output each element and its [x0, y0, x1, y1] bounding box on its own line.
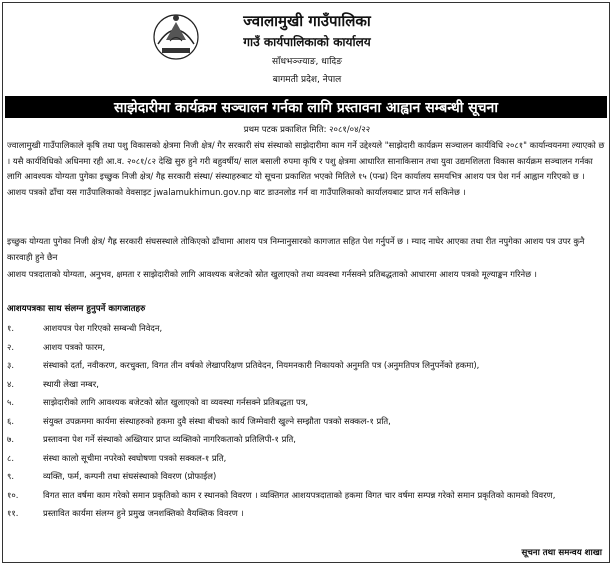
- list-item: १०. विगत सात वर्षमा काम गरेको समान प्रकृतिको काम र स्थानको विवरण । व्यक्तिगत आशयपत्रदाताको हकमा विगत चार वर्षमा सम्पन्न गरेको समान प्रकृतिको कामको विवरण,: [7, 489, 556, 500]
- list-item: ७. प्रस्तावना पेश गर्ने संस्थाको अख्तियार प्राप्त व्यक्तिको नागरिकताको प्रतिलिपी-१ प्रति,: [7, 434, 296, 444]
- list-item: ११. प्रस्तावित कार्यमा संलग्न हुने प्रमुख जनशक्तिको वैयक्तिक विवरण ।: [7, 508, 244, 518]
- publication-date: प्रथम पटक प्रकाशित मिति: २०८१/०४/२२: [243, 125, 371, 135]
- evaluation-paragraph: आशय पत्रदाताको योग्यता, अनुभव, क्षमता र साझेदारीको लागि आवश्यक बजेटको स्रोत खुलाएको तथा व्यवस्था गर्नसक्ने प्रतिबद्धताको आधारमा आशय पत्रको मूल्याङ्कन गरिनेछ ।: [7, 269, 537, 279]
- notice-title: साझेदारीमा कार्यक्रम सञ्चालन गर्नका लागि प्रस्तावना आह्वान सम्बन्धी सूचना: [5, 96, 607, 118]
- list-item: ६. संयुक्त उपक्रममा कार्यमा संस्थाहरुको हकमा दुवै संस्था बीचको कार्य जिम्मेवारी खुल्ने सम्झौता पत्रको सक्कल-१ प्रति,: [7, 415, 391, 426]
- documents-heading: आशयपत्रका साथ संलग्न हुनुपर्ने कागजातहरु: [7, 304, 146, 314]
- list-item: ३. संस्थाको दर्ता, नवीकरण, करचुक्ता, विगत तीन वर्षको लेखापरिक्षण प्रतिवेदन, नियमनकारी निकायको अनुमति पत्र (अनुमतिपत्र लिनुपर्नेको हकमा),: [7, 360, 480, 370]
- list-item: ४. स्थायी लेखा नम्बर,: [7, 378, 99, 389]
- list-item: १. आशयपत्र पेश गरिएको सम्बन्धी निवेदन,: [7, 323, 163, 333]
- list-item: ८. संस्था कालो सूचीमा नपरेको स्वघोषणा पत्रको सक्कल-१ प्रति,: [7, 452, 227, 463]
- office-name: गाउँ कार्यपालिकाको कार्यालय: [243, 35, 371, 49]
- municipality-name: ज्वालामुखी गाउँपालिका: [243, 12, 371, 30]
- list-item: ९. व्यक्ति, फर्म, कम्पनी तथा संघसंस्थाको विवरण (प्रोफाईल): [7, 471, 217, 481]
- office-location: साँधभञ्ज्याङ, धादिङ: [272, 57, 342, 67]
- list-item: ५. साझेदारीको लागि आवश्यक बजेटको स्रोत खुलाएको वा व्यवस्था गर्नसक्ने प्रतिबद्धता पत्र,: [7, 397, 309, 407]
- intro-paragraph: ज्वालामुखी गाउँपालिकाले कृषि तथा पशु विकासको क्षेत्रमा निजी क्षेत्र/ गैर सरकारी संघ संस्थाको साझेदारीमा काम गर्ने उद्देश्यले "साझेदारी कार्यक्रम सञ्चालन कार्यविधि २०८१" कार्यान्वयनमा ल्याएको छ । यसै कार्यविधिको अधिनमा रही आ.व. २०८१/८२ देखि सुरु हुने गरी बहुवर्षीय/ साल बसाली रुपमा कृषि र पशु क्षेत्रमा आधारित सानाकिसान तथा युवा उद्यमशिलता विकास कार्यक्रम सञ्चालन गर्नका लागि आवश्यक योग्यता पुगेका इच्छुक निजी क्षेत्र/ गैह्र सरकारी संस्था/ संस्थाहरुबाट यो सूचना प्रकाशित भएको मितिले १५ (पन्ध्र) दिन कार्यालय समयभित्र आशय पत्र पेश गर्न आह्वान गरिएको छ । आशय पत्रको ढाँचा यस गाउँपालिकाको वेवसाइट jwalamukhimun.gov.np बाट डाउनलोड गर्न वा गाउँपालिकाको कार्यालयबाट प्राप्त गर्न सकिनेछ ।: [7, 140, 605, 197]
- list-item: २. आशय पत्रको फारम,: [7, 341, 106, 352]
- documents-list: [7, 321, 605, 522]
- issuing-section: सूचना तथा समन्वय शाखा: [521, 548, 602, 558]
- province-name: बागमती प्रदेश, नेपाल: [272, 75, 342, 85]
- submission-paragraph: इच्छुक योग्यता पुगेका निजी क्षेत्र/ गैह्र सरकारी संघसस्थाले तोकिएको ढाँचामा आशय पत्र निम्नानुसारको कागजात सहित पेश गर्नुपर्ने छ । म्याद नाघेर आएका तथा रीत नपुगेका आशय पत्र उपर कुनै कारवाही हुने छैन: [7, 236, 585, 262]
